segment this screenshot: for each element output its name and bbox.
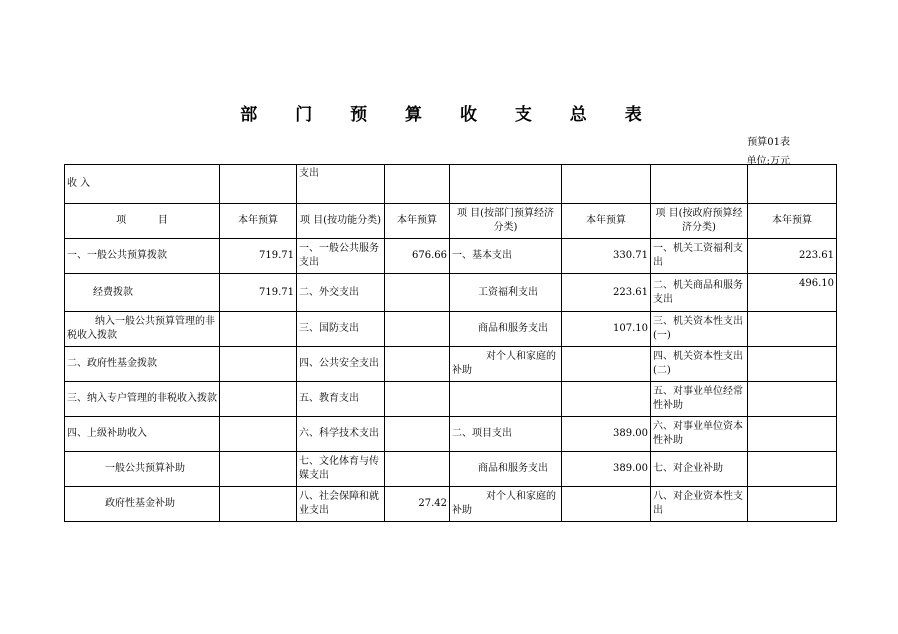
gov-amount [748,382,837,417]
income-item: 经费拨款 [65,274,220,312]
income-amount: 719.71 [220,239,297,274]
gov-amount [748,312,837,347]
table-row [65,417,837,452]
col-income-item: 项 目 [65,204,220,239]
func-amount [385,274,450,312]
gov-item: 二、机关商品和服务支出 [651,274,748,312]
func-amount [385,382,450,417]
income-amount [220,382,297,417]
gov-amount [748,452,837,487]
dept-amount: 330.71 [562,239,651,274]
income-amount [220,487,297,522]
income-header: 收 入 [65,165,220,204]
income-amount [220,417,297,452]
dept-item: 工资福利支出 [450,274,562,312]
col-dept-item: 项 目(按部门预算经济分类) [450,204,562,239]
income-amount [220,347,297,382]
func-item: 二、外交支出 [297,274,385,312]
dept-amount: 223.61 [562,274,651,312]
col-func-item: 项 目(按功能分类) [297,204,385,239]
gov-item: 七、对企业补助 [651,452,748,487]
gov-item: 一、机关工资福利支出 [651,239,748,274]
gov-amount [748,347,837,382]
col-gov-budget: 本年预算 [748,204,837,239]
income-amount [220,452,297,487]
unit-label: 单位:万元 [746,156,790,167]
gov-item: 四、机关资本性支出(二) [651,347,748,382]
gov-amount: 223.61 [748,239,837,274]
func-item: 三、国防支出 [297,312,385,347]
col-gov-item: 项 目(按政府预算经济分类) [651,204,748,239]
income-item: 四、上级补助收入 [65,417,220,452]
col-func-budget: 本年预算 [385,204,450,239]
dept-amount: 107.10 [562,312,651,347]
table-row [65,239,837,274]
gov-item: 六、对事业单位资本性补助 [651,417,748,452]
func-amount [385,347,450,382]
col-income-budget: 本年预算 [220,204,297,239]
func-item: 五、教育支出 [297,382,385,417]
income-amount [220,312,297,347]
table-row [65,382,837,417]
func-amount [385,417,450,452]
income-item: 二、政府性基金拨款 [65,347,220,382]
income-item: 纳入一般公共预算管理的非税收入拨款 [65,312,220,347]
header-row-1 [65,165,837,204]
dept-amount [562,487,651,522]
table-row [65,312,837,347]
table-row [65,274,837,312]
dept-item: 二、项目支出 [450,417,562,452]
dept-item: 对个人和家庭的补助 [450,487,562,522]
func-item: 四、公共安全支出 [297,347,385,382]
func-amount [385,312,450,347]
func-item: 八、社会保障和就业支出 [297,487,385,522]
dept-item: 对个人和家庭的补助 [450,347,562,382]
gov-amount [748,487,837,522]
col-dept-budget: 本年预算 [562,204,651,239]
func-amount [385,452,450,487]
gov-item: 八、对企业资本性支出 [651,487,748,522]
table-row [65,487,837,522]
dept-amount [562,382,651,417]
dept-amount: 389.00 [562,417,651,452]
income-item: 一般公共预算补助 [65,452,220,487]
func-amount: 676.66 [385,239,450,274]
gov-item: 五、对事业单位经常性补助 [651,382,748,417]
dept-amount: 389.00 [562,452,651,487]
dept-item [450,382,562,417]
income-item: 三、纳入专户管理的非税收入拨款 [65,382,220,417]
dept-item: 一、基本支出 [450,239,562,274]
func-item: 七、文化体育与传媒支出 [297,452,385,487]
income-item: 政府性基金补助 [65,487,220,522]
gov-item: 三、机关资本性支出(一) [651,312,748,347]
dept-amount [562,347,651,382]
gov-amount [748,417,837,452]
gov-amount: 496.10 [748,274,837,312]
form-number: 预算01表 [747,137,790,148]
expense-header: 支出 [297,165,385,204]
func-item: 六、科学技术支出 [297,417,385,452]
income-item: 一、一般公共预算拨款 [65,239,220,274]
header-row-2 [65,204,837,239]
func-item: 一、一般公共服务支出 [297,239,385,274]
table-row [65,347,837,382]
budget-table [64,164,837,522]
table-row [65,452,837,487]
page-title: 部 门 预 算 收 支 总 表 [240,105,658,125]
dept-item: 商品和服务支出 [450,452,562,487]
func-amount: 27.42 [385,487,450,522]
income-amount: 719.71 [220,274,297,312]
dept-item: 商品和服务支出 [450,312,562,347]
